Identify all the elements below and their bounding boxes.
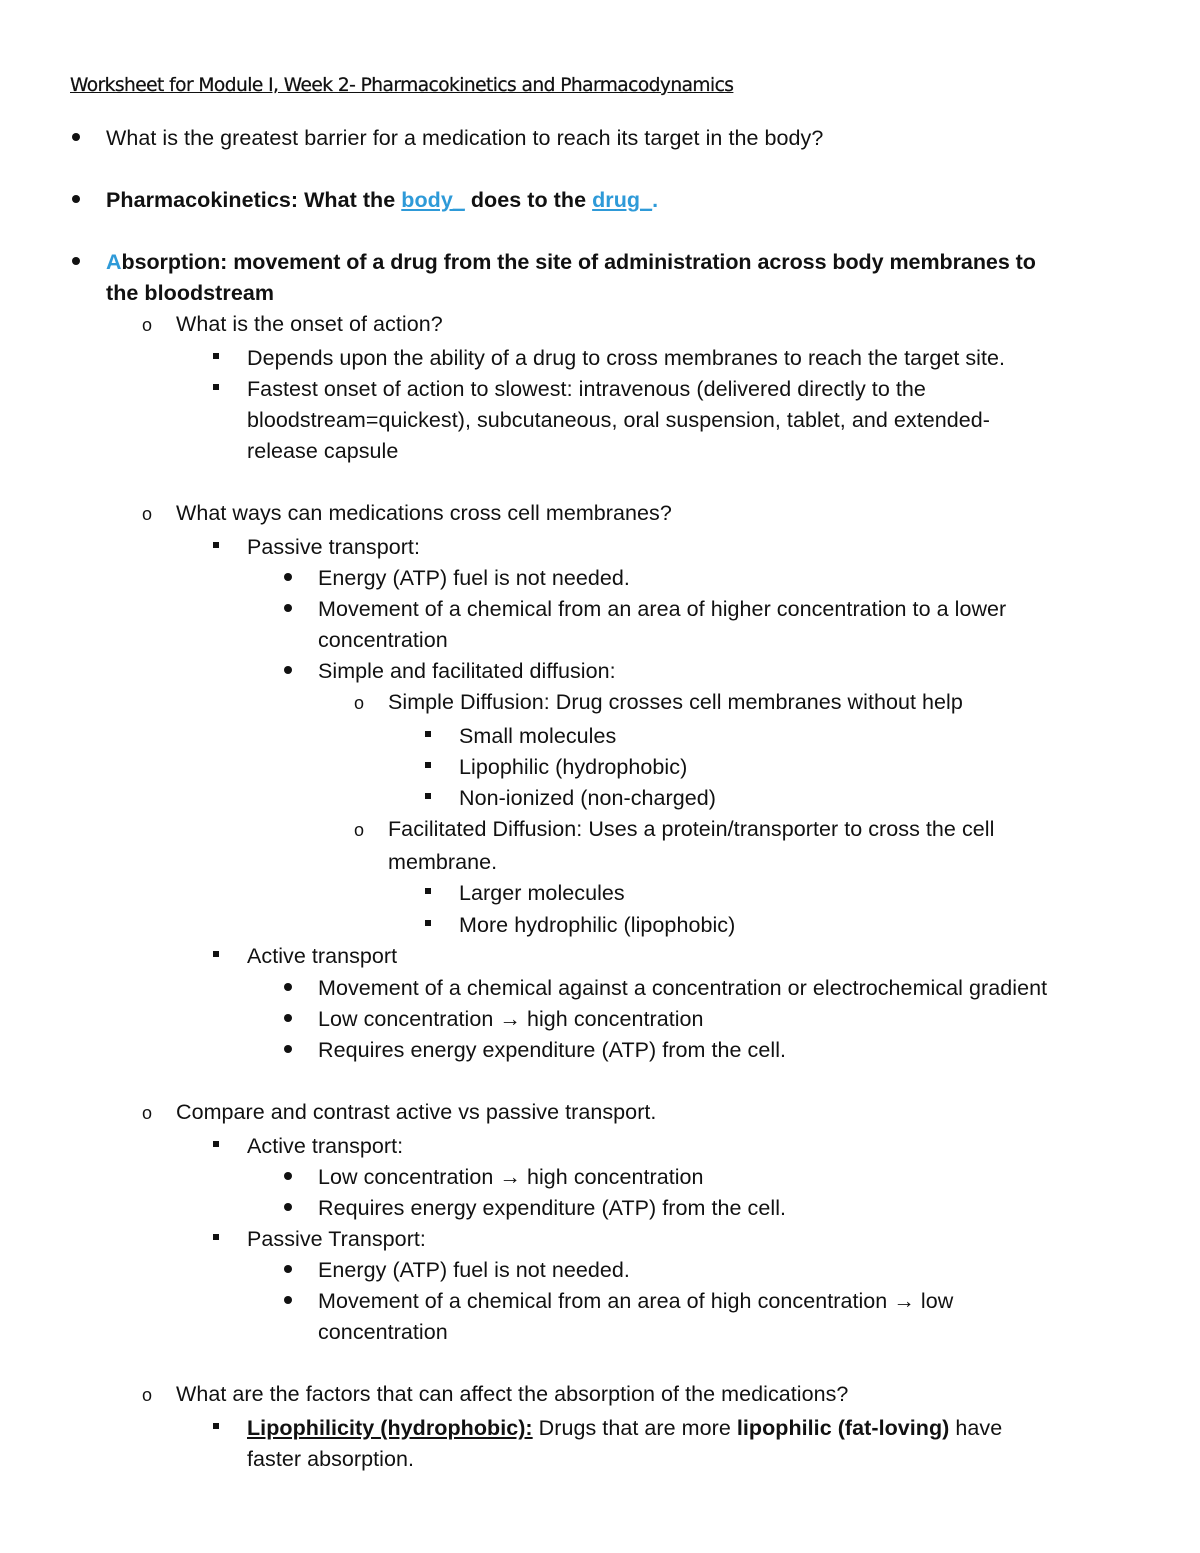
o-marker: o <box>142 504 153 524</box>
compare-active-item-2: Requires energy expenditure (ATP) from the cell. <box>318 1196 787 1220</box>
passive-item-1: Energy (ATP) fuel is not needed. <box>318 566 630 590</box>
arrow-icon: → <box>893 1289 915 1313</box>
bullet-dot <box>284 1296 292 1304</box>
passive-item-3: Simple and facilitated diffusion: <box>318 659 616 683</box>
square-bullet <box>213 1141 219 1147</box>
simple-item-2: Lipophilic (hydrophobic) <box>459 755 688 779</box>
facilitated-item-2: More hydrophilic (lipophobic) <box>459 913 736 937</box>
square-bullet <box>213 384 219 390</box>
bullet-dot <box>72 257 80 265</box>
compare-active-heading: Active transport: <box>247 1134 404 1158</box>
compare-passive-item-2-line2: concentration <box>318 1320 448 1344</box>
absorption-definition <box>106 248 1036 276</box>
compare-question: Compare and contrast active vs passive transport. <box>176 1100 657 1124</box>
onset-item-2-line2: bloodstream=quickest), subcutaneous, oral suspension, tablet, and extended- <box>247 408 990 432</box>
lipophilicity-label: Lipophilicity (hydrophobic): <box>247 1416 533 1440</box>
square-bullet <box>425 731 431 737</box>
active-item-2 <box>318 1005 704 1033</box>
o-marker: o <box>142 1385 153 1405</box>
absorption-line2: the bloodstream <box>106 281 274 305</box>
bullet-dot <box>284 983 292 991</box>
pk-middle: does to the <box>464 188 593 212</box>
lipophilicity-text-1: Drugs that are more <box>532 1416 737 1440</box>
facilitated-diffusion-line2: membrane. <box>388 850 498 874</box>
passive-item-2-line2: concentration <box>318 628 448 652</box>
absorption-text: bsorption: movement of a drug from the site of administration across body membranes to <box>121 250 1036 274</box>
page-title: Worksheet for Module I, Week 2- Pharmacokinetics and Pharmacodynamics <box>70 75 734 96</box>
bullet-dot <box>284 1045 292 1053</box>
onset-question: What is the onset of action? <box>176 312 443 336</box>
square-bullet <box>425 888 431 894</box>
compare-passive-item-2-line1 <box>318 1287 953 1315</box>
bullet-dot <box>284 1203 292 1211</box>
lipophilicity-bold: lipophilic (fat-loving) <box>736 1416 950 1440</box>
bullet-dot <box>284 1014 292 1022</box>
facilitated-diffusion-line1: Facilitated Diffusion: Uses a protein/transporter to cross the cell <box>388 817 995 841</box>
active-item-3: Requires energy expenditure (ATP) from the cell. <box>318 1038 787 1062</box>
compare-active-item-1 <box>318 1163 704 1191</box>
bullet-dot <box>284 573 292 581</box>
bullet-dot <box>72 195 80 203</box>
lipophilicity-text-2: have <box>949 1416 1003 1440</box>
square-bullet <box>213 951 219 957</box>
pk-end: . <box>652 188 659 212</box>
pharmacokinetics-definition <box>106 186 658 214</box>
pk-label: Pharmacokinetics: What the <box>106 188 402 212</box>
facilitated-item-1: Larger molecules <box>459 881 625 905</box>
square-bullet <box>425 762 431 768</box>
arrow-icon: → <box>499 1007 521 1031</box>
simple-diffusion: Simple Diffusion: Drug crosses cell membranes without help <box>388 690 963 714</box>
pk-blank-body: body_ <box>401 188 465 212</box>
bullet-dot <box>284 666 292 674</box>
lipophilicity-item-line1 <box>247 1414 1002 1442</box>
lipophilicity-item-line2: faster absorption. <box>247 1447 415 1471</box>
absorption-letter: A <box>106 250 122 274</box>
simple-item-3: Non-ionized (non-charged) <box>459 786 717 810</box>
o-marker: o <box>354 820 365 840</box>
question-barrier: What is the greatest barrier for a medication to reach its target in the body? <box>106 126 824 150</box>
compare-active-item-1-pre: Low concentration <box>318 1165 500 1189</box>
factors-question: What are the factors that can affect the absorption of the medications? <box>176 1382 849 1406</box>
square-bullet <box>213 353 219 359</box>
simple-item-1: Small molecules <box>459 724 617 748</box>
square-bullet <box>425 920 431 926</box>
compare-passive-item-2-pre: Movement of a chemical from an area of high concentration <box>318 1289 894 1313</box>
pk-blank-drug: drug_ <box>592 188 653 212</box>
cross-question: What ways can medications cross cell membranes? <box>176 501 672 525</box>
arrow-icon: → <box>499 1165 521 1189</box>
compare-passive-item-2-post: low <box>914 1289 954 1313</box>
active-item-1: Movement of a chemical against a concentration or electrochemical gradient <box>318 976 1048 1000</box>
o-marker: o <box>354 693 365 713</box>
compare-passive-heading: Passive Transport: <box>247 1227 426 1251</box>
active-item-2-post: high concentration <box>520 1007 704 1031</box>
active-transport-heading: Active transport <box>247 944 398 968</box>
square-bullet <box>213 1234 219 1240</box>
passive-transport-heading: Passive transport: <box>247 535 420 559</box>
square-bullet <box>213 542 219 548</box>
onset-item-2-line3: release capsule <box>247 439 399 463</box>
onset-item-1: Depends upon the ability of a drug to cross membranes to reach the target site. <box>247 346 1006 370</box>
bullet-dot <box>284 1172 292 1180</box>
square-bullet <box>213 1423 219 1429</box>
active-item-2-pre: Low concentration <box>318 1007 500 1031</box>
bullet-dot <box>284 604 292 612</box>
compare-active-item-1-post: high concentration <box>520 1165 704 1189</box>
square-bullet <box>425 793 431 799</box>
onset-item-2-line1: Fastest onset of action to slowest: intravenous (delivered directly to the <box>247 377 926 401</box>
o-marker: o <box>142 315 153 335</box>
compare-passive-item-1: Energy (ATP) fuel is not needed. <box>318 1258 630 1282</box>
passive-item-2-line1: Movement of a chemical from an area of higher concentration to a lower <box>318 597 1007 621</box>
bullet-dot <box>72 133 80 141</box>
bullet-dot <box>284 1265 292 1273</box>
o-marker: o <box>142 1103 153 1123</box>
